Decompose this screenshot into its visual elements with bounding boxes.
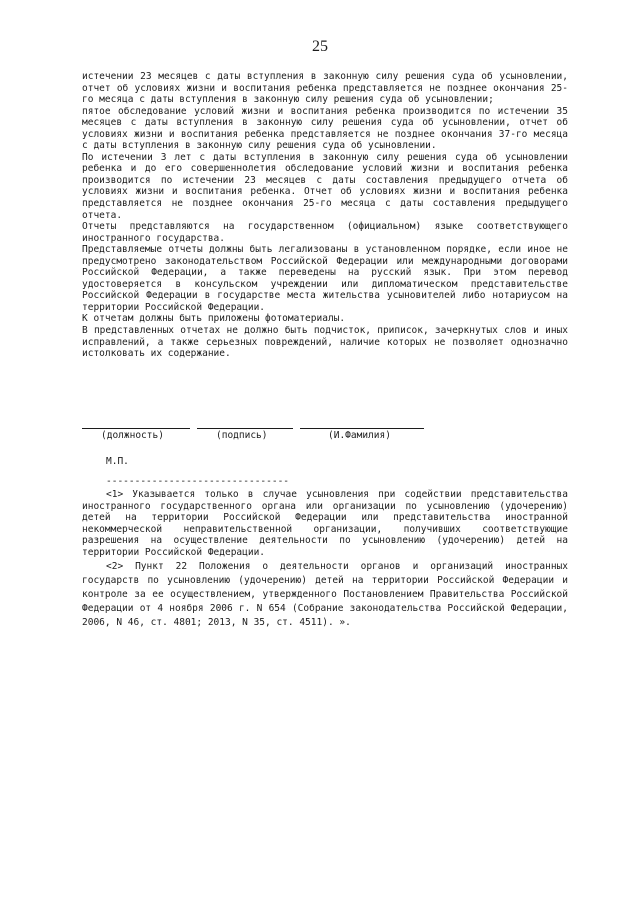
name-label: (И.Фамилия) bbox=[328, 430, 391, 441]
footnote-2: <2> Пункт 22 Положения о деятельности органов и организаций иностранных государств по усыновлению (удочерению) детей на территории Российской Федерации и контроле за ее осуществлением, утвержденного Постановлением Правительства Российской Федерации от 4 ноября 2006 г. N 654 (Собрание законодательства Российской Федерации, 2006, N 46, ст. 4801; 2013, N 35, ст. 4511). ». bbox=[82, 561, 568, 629]
page-number: 25 bbox=[312, 38, 328, 55]
signature-label: (подпись) bbox=[216, 430, 268, 441]
name-line bbox=[300, 428, 424, 429]
stamp-place-label: М.П. bbox=[106, 456, 129, 467]
paragraph-fifth-inspection: пятое обследование условий жизни и воспитания ребенка производится по истечении 35 месяцев с даты вступления в законную силу решения суда об усыновлении, отчет об условиях жизни и воспитания ребенка представляется не позднее окончания 37-го месяца с даты вступления в законную силу решения суда об усыновлении. bbox=[82, 105, 568, 152]
footnote-1: <1> Указывается только в случае усыновления при содействии представительства иностранного государственного органа или организации по усыновлению (удочерению) детей на территории Российской Федерации или представительства иностранной некоммерческой неправительственной организации, получивших соответствующие разрешения на осуществление деятельности по усыновлению (удочерению) детей на территории Российской Федерации. bbox=[82, 489, 568, 558]
footnote-divider: -------------------------------- bbox=[106, 476, 290, 487]
paragraph-fourth-report: истечении 23 месяцев с даты вступления в законную силу решения суда об усыновлении, отчет об условиях жизни и воспитания ребенка представляется не позднее окончания 25-го месяца с даты вступления в законную силу решения суда об усыновлении; bbox=[82, 71, 568, 106]
position-line bbox=[82, 428, 190, 429]
body-text bbox=[82, 71, 568, 360]
signature-line bbox=[197, 428, 293, 429]
paragraph-report-language: Отчеты представляются на государственном (официальном) языке соответствующего иностранного государства. bbox=[82, 221, 568, 244]
paragraph-no-corrections: В представленных отчетах не должно быть подчисток, приписок, зачеркнутых слов и иных исправлений, а также серьезных повреждений, наличие которых не позволяет однозначно истолковать их содержание. bbox=[82, 325, 568, 360]
paragraph-photos: К отчетам должны быть приложены фотоматериалы. bbox=[82, 313, 346, 325]
footnotes bbox=[82, 489, 568, 630]
paragraph-after-three-years: По истечении 3 лет с даты вступления в законную силу решения суда об усыновлении ребенка и до его совершеннолетия обследование условий жизни и воспитания ребенка производится по истечении 23 месяцев с даты составления предыдущего отчета об условиях жизни и воспитания ребенка. Отчет об условиях жизни и воспитания ребенка представляется не позднее окончания 25-го месяца с даты составления предыдущего отчета. bbox=[82, 151, 568, 221]
paragraph-legalization: Представляемые отчеты должны быть легализованы в установленном порядке, если иное не предусмотрено законодательством Российской Федерации или международными договорами Российской Федерации, а также переведены на русский язык. При этом перевод удостоверяется в консульском учреждении или дипломатическом представительстве Российской Федерации в государстве места жительства усыновителей либо нотариусом на территории Российской Федерации. bbox=[82, 244, 568, 313]
position-label: (должность) bbox=[101, 430, 164, 441]
